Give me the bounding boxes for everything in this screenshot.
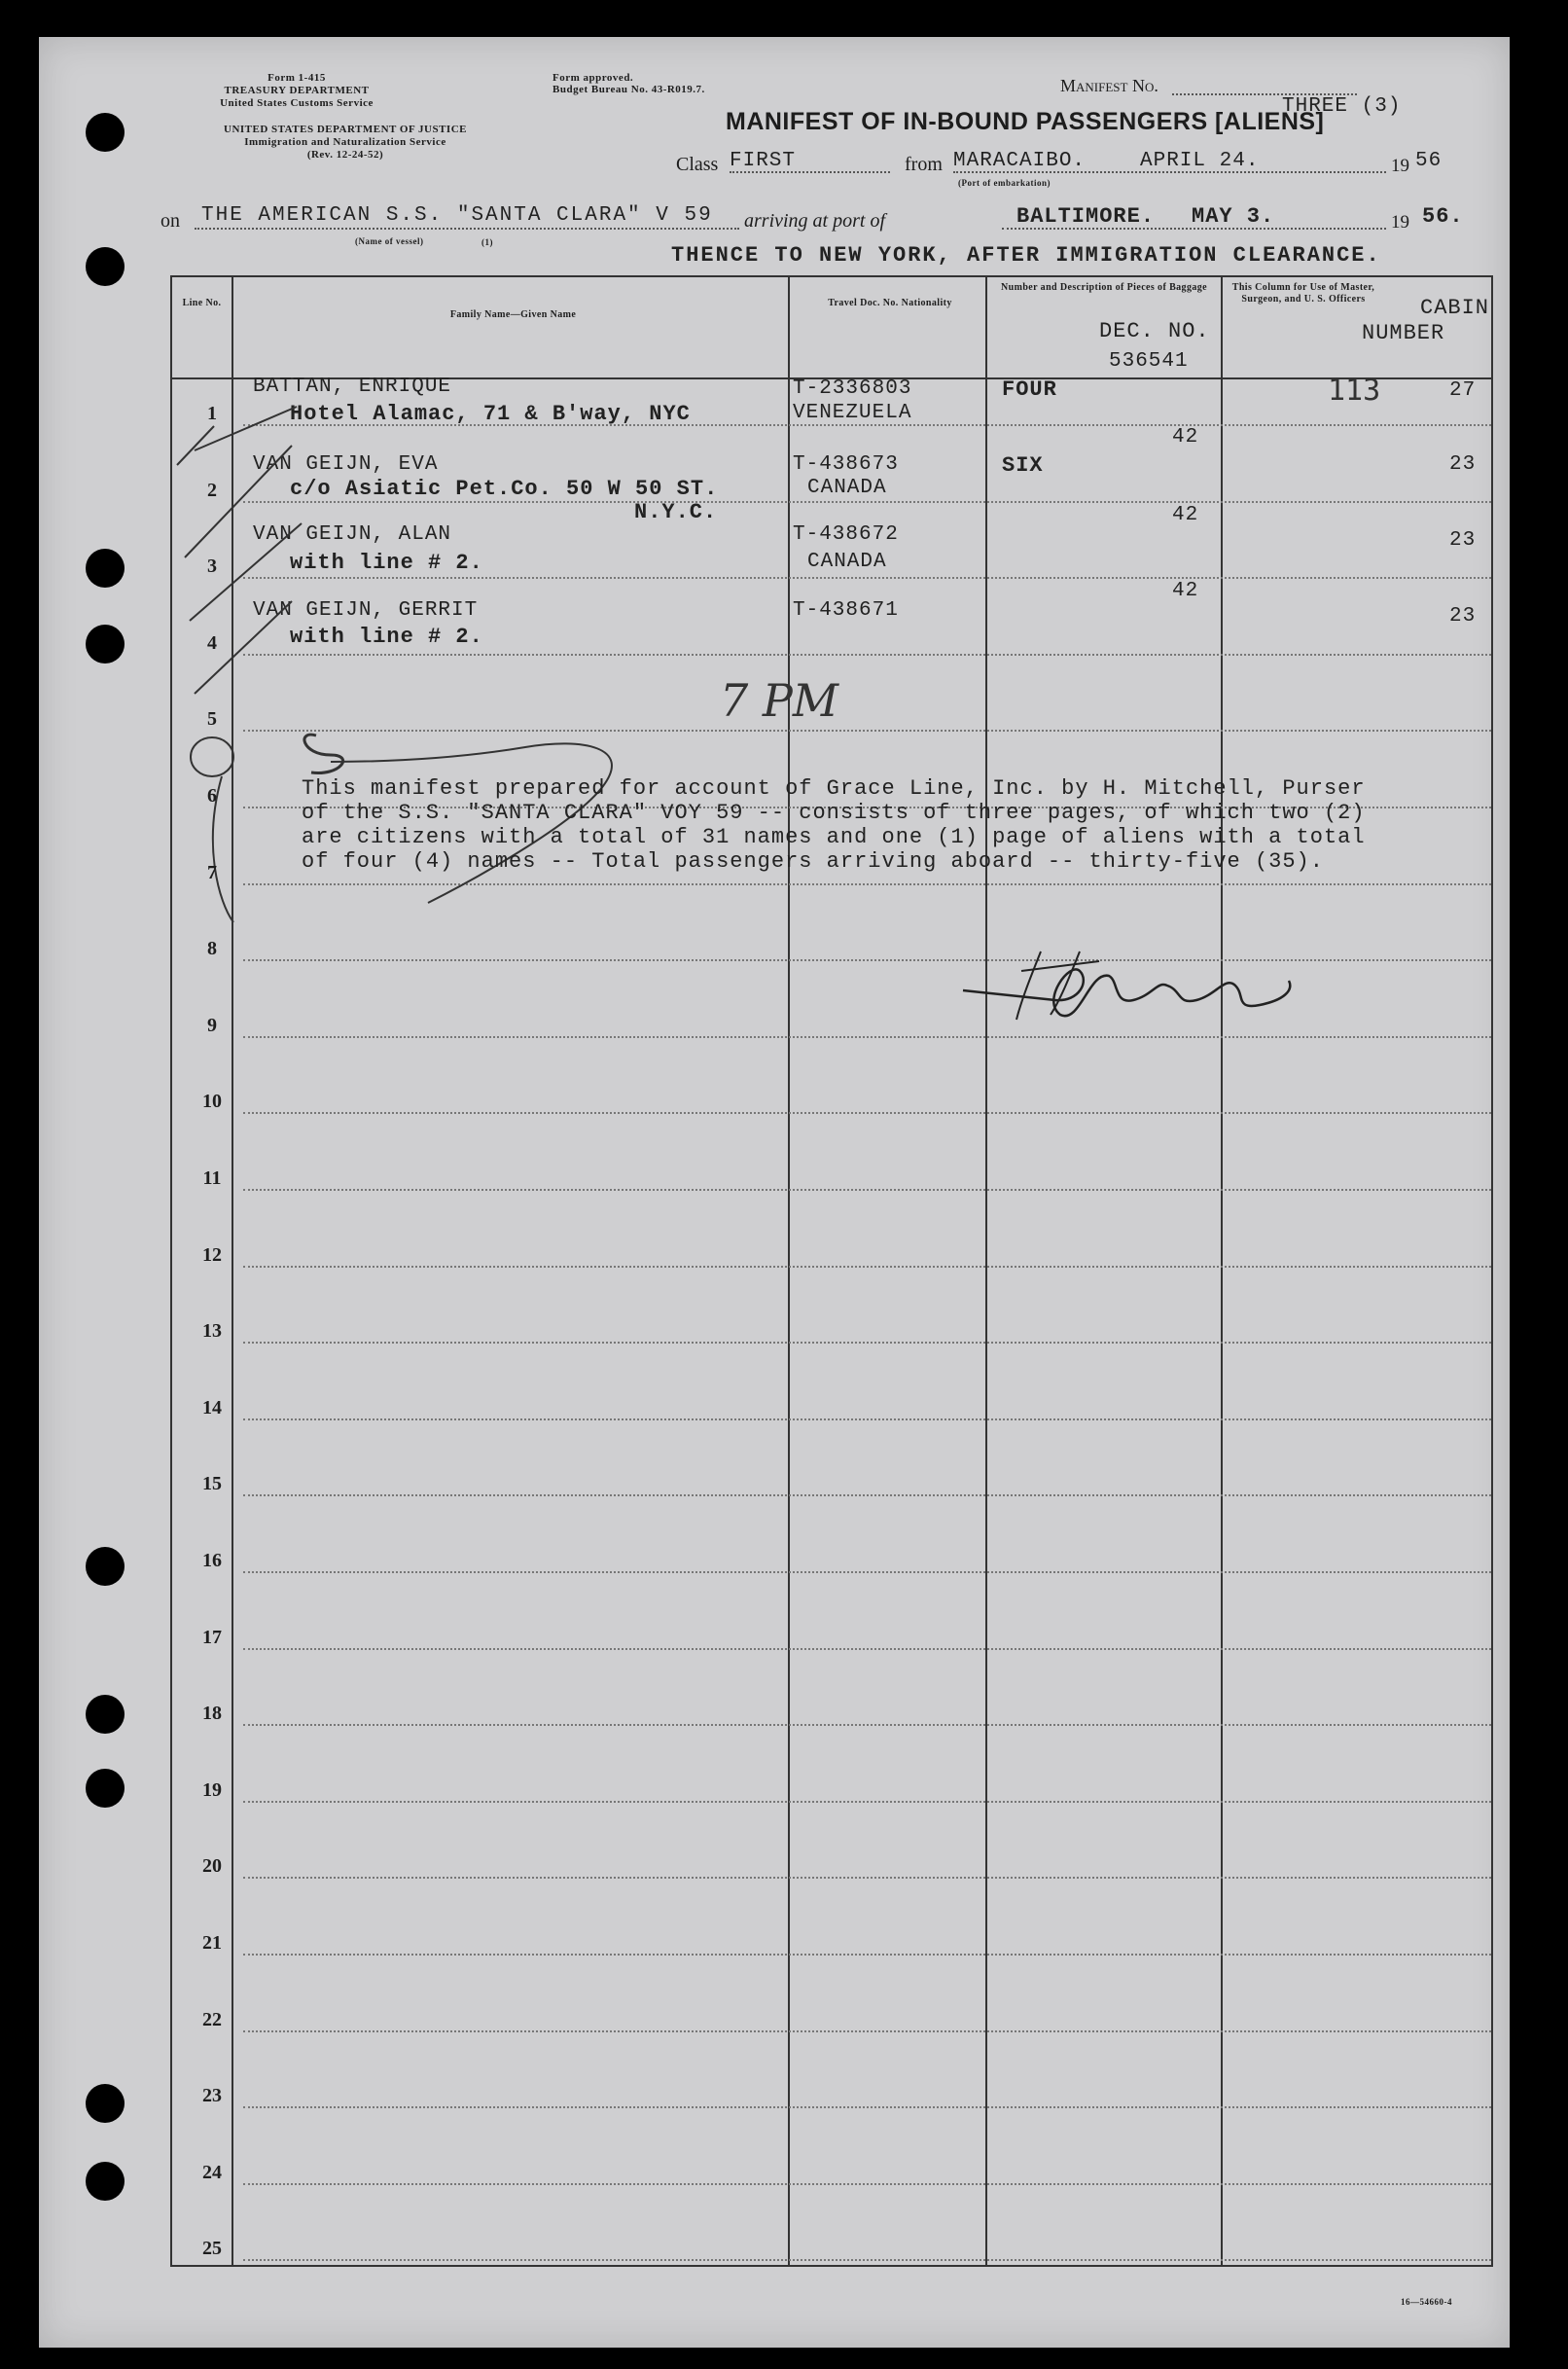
arriving-label: arriving at port of — [744, 210, 886, 232]
arrival-year: 56. — [1422, 204, 1464, 229]
col-divider-baggage — [1221, 275, 1223, 2267]
class-dots — [730, 171, 890, 173]
vessel-note: (Name of vessel) — [355, 236, 424, 246]
col-header-line: Line No. — [182, 298, 222, 308]
row-dotted-line — [243, 1801, 1491, 1803]
p4-address: with line # 2. — [290, 625, 483, 649]
binder-hole — [86, 625, 125, 664]
row-dotted-line — [243, 1342, 1491, 1344]
manifest-title: MANIFEST OF IN-BOUND PASSENGERS [ALIENS] — [726, 108, 1325, 135]
line-number: 17 — [202, 1626, 222, 1648]
note-line-1: This manifest prepared for account of Grace Line, Inc. by H. Mitchell, Purser — [302, 776, 1366, 801]
p2-dec: 42 — [1172, 426, 1199, 449]
binder-hole — [86, 549, 125, 588]
row-dotted-line — [243, 1724, 1491, 1726]
p4-doc: T-438671 — [793, 599, 899, 622]
footer-code: 16—54660-4 — [1401, 2297, 1452, 2307]
from-dots — [953, 171, 1386, 173]
p3-address: with line # 2. — [290, 551, 483, 575]
purser-signature — [924, 932, 1313, 1039]
class-value: FIRST — [730, 150, 797, 172]
line-number: 16 — [202, 1550, 222, 1571]
p3-cabin: 23 — [1449, 529, 1477, 552]
row-dotted-line — [243, 2259, 1491, 2261]
row-dotted-line — [243, 2183, 1491, 2185]
p1-cabin: 27 — [1449, 379, 1477, 402]
col-header-officers: This Column for Use of Master, Surgeon, and U. S. Officers — [1231, 282, 1375, 305]
vessel-dots — [195, 228, 739, 230]
line-number: 23 — [202, 2085, 222, 2107]
p2-address: c/o Asiatic Pet.Co. 50 W 50 ST. — [290, 477, 719, 501]
p1-dec: 536541 — [1109, 350, 1189, 373]
treasury-label: TREASURY DEPARTMENT — [224, 85, 370, 96]
p3-nationality: CANADA — [807, 551, 887, 573]
line-number: 11 — [202, 1167, 222, 1189]
note-line-3: are citizens with a total of 31 names and one (1) page of aliens with a total — [302, 825, 1366, 849]
line-number: 9 — [207, 1014, 217, 1036]
on-label: on — [160, 210, 180, 232]
budget-bureau: Budget Bureau No. 43-R019.7. — [552, 84, 705, 95]
row-dotted-line — [243, 2106, 1491, 2108]
p2-doc: T-438673 — [793, 453, 899, 476]
row-dotted-line — [243, 1418, 1491, 1420]
line-number: 5 — [207, 708, 217, 731]
row-dotted-line — [243, 1571, 1491, 1573]
manifest-sheet — [39, 37, 1510, 2348]
p3-dec: 42 — [1172, 504, 1199, 526]
p2-baggage: SIX — [1002, 453, 1044, 478]
vessel-name: THE AMERICAN S.S. "SANTA CLARA" V 59 — [201, 204, 713, 227]
binder-hole — [86, 1769, 125, 1808]
line-number: 21 — [202, 1932, 222, 1954]
year-prefix: 19 — [1391, 156, 1409, 176]
p1-doc: T-2336803 — [793, 377, 912, 400]
p1-officer-mark: 113 — [1328, 374, 1381, 408]
line-number: 20 — [202, 1855, 222, 1878]
binder-hole — [86, 113, 125, 152]
revision-label: (Rev. 12-24-52) — [306, 149, 384, 161]
binder-hole — [86, 247, 125, 286]
line-number: 7 — [207, 861, 217, 883]
binder-hole — [86, 1547, 125, 1586]
handwritten-time: 7 PM — [720, 674, 838, 727]
col-divider-name — [788, 275, 790, 2267]
p2-cabin: 23 — [1449, 453, 1477, 476]
line-number: 25 — [202, 2238, 222, 2260]
line-number: 13 — [202, 1320, 222, 1343]
justice-label: UNITED STATES DEPARTMENT OF JUSTICE — [224, 124, 467, 135]
p3-doc: T-438672 — [793, 523, 899, 546]
line-number: 15 — [202, 1473, 222, 1495]
thence-note: THENCE TO NEW YORK, AFTER IMMIGRATION CLEARANCE. — [671, 243, 1381, 268]
year-value: 56 — [1415, 150, 1443, 172]
p1-name: BATTAN, ENRIQUE — [253, 376, 452, 398]
col-divider-travel — [985, 275, 987, 2267]
manifest-no-value: THREE (3) — [1282, 95, 1402, 118]
class-label: Class — [676, 154, 719, 175]
p3-name: VAN GEIJN, ALAN — [253, 523, 452, 546]
col-header-travel: Travel Doc. No. Nationality — [828, 298, 952, 308]
cabin-header: CABIN — [1420, 296, 1490, 320]
p2-address-city: N.Y.C. — [634, 500, 718, 524]
table-bottom-border — [170, 2265, 1493, 2267]
dec-no-header: DEC. NO. — [1099, 319, 1210, 343]
table-right-border — [1491, 275, 1493, 2267]
line-number: 12 — [202, 1243, 222, 1266]
table-top-border — [170, 275, 1493, 277]
vessel-note-num: (1) — [481, 237, 493, 247]
note-line-4: of four (4) names -- Total passengers arriving aboard -- thirty-five (35). — [302, 849, 1324, 874]
port-embark-note: (Port of embarkation) — [958, 178, 1051, 188]
check-marks — [156, 387, 321, 699]
line-number: 2 — [207, 479, 217, 501]
line-number: 24 — [202, 2161, 222, 2183]
manifest-no-label: Manifest No. — [1060, 76, 1158, 95]
arrival-date: MAY 3. — [1192, 204, 1275, 229]
line-number: 6 — [207, 785, 217, 807]
cabin-number-header: NUMBER — [1362, 321, 1445, 345]
p1-baggage: FOUR — [1002, 377, 1057, 402]
p4-name: VAN GEIJN, GERRIT — [253, 599, 479, 622]
arrival-port: BALTIMORE. — [1016, 204, 1156, 229]
line-number: 3 — [207, 556, 217, 578]
p1-nationality: VENEZUELA — [793, 402, 912, 424]
row-dotted-line — [243, 654, 1491, 656]
p1-address: Hotel Alamac, 71 & B'way, NYC — [290, 402, 691, 426]
row-dotted-line — [243, 1877, 1491, 1879]
line-number: 4 — [207, 631, 217, 654]
p2-nationality: CANADA — [807, 477, 887, 499]
line-number: 8 — [207, 938, 217, 960]
line-number: 10 — [202, 1091, 222, 1113]
departure-date: APRIL 24. — [1140, 150, 1260, 172]
row-dotted-line — [243, 577, 1491, 579]
row-dotted-line — [243, 1648, 1491, 1650]
binder-hole — [86, 2084, 125, 2123]
col-header-name: Family Name—Given Name — [449, 309, 577, 320]
p2-name: VAN GEIJN, EVA — [253, 453, 439, 476]
row-dotted-line — [243, 1112, 1491, 1114]
row-dotted-line — [243, 1494, 1491, 1496]
line-number: 1 — [207, 403, 217, 424]
line-number: 22 — [202, 2008, 222, 2030]
col-header-baggage: Number and Description of Pieces of Baggage — [1001, 282, 1207, 293]
from-value: MARACAIBO. — [953, 150, 1087, 172]
arrival-year-prefix: 19 — [1391, 212, 1409, 233]
arrival-dots — [1002, 228, 1386, 230]
ins-label: Immigration and Naturalization Service — [244, 136, 446, 148]
row-dotted-line — [243, 1954, 1491, 1956]
row-dotted-line — [243, 1266, 1491, 1268]
row-dotted-line — [243, 2030, 1491, 2032]
from-label: from — [905, 154, 943, 175]
line-number: 19 — [202, 1778, 222, 1801]
note-line-2: of the S.S. "SANTA CLARA" VOY 59 -- consists of three pages, of which two (2) — [302, 801, 1366, 825]
form-number: Form 1-415 — [267, 72, 326, 84]
binder-hole — [86, 1695, 125, 1734]
binder-hole — [86, 2162, 125, 2201]
p4-cabin: 23 — [1449, 605, 1477, 628]
customs-label: United States Customs Service — [220, 97, 374, 109]
p4-dec: 42 — [1172, 580, 1199, 602]
line-number: 14 — [202, 1396, 222, 1418]
line-number: 18 — [202, 1703, 222, 1725]
row-dotted-line — [243, 1189, 1491, 1191]
form-approved: Form approved. — [552, 72, 634, 84]
